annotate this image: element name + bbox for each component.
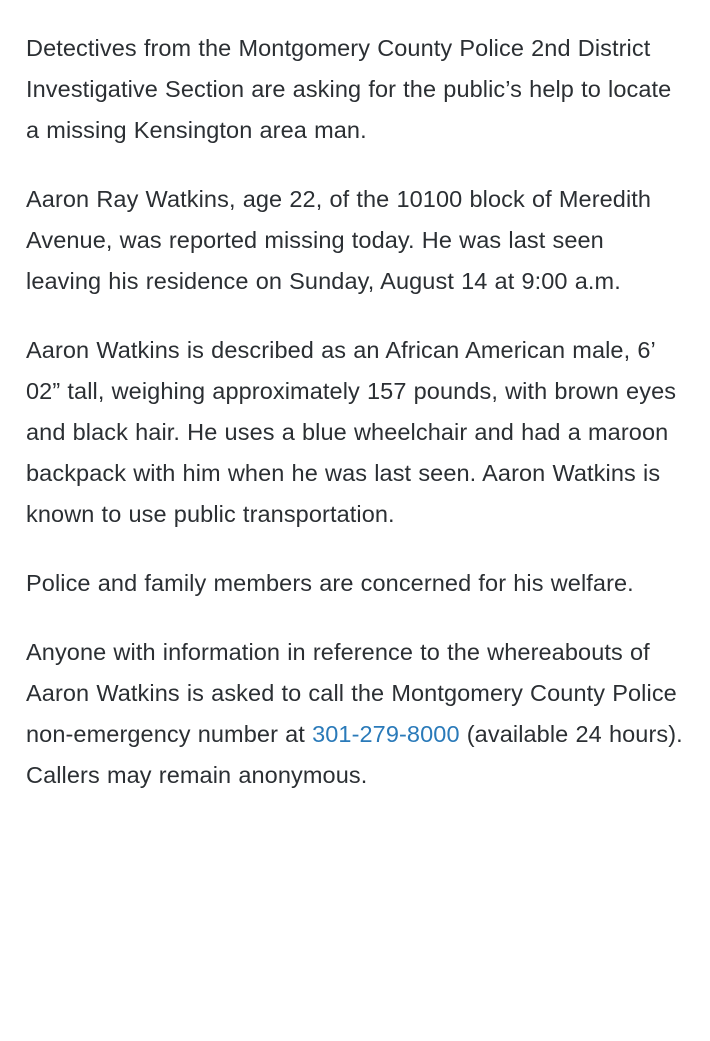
contact-text-before-phone: Anyone with information in reference to the whereabouts of Aaron Watkins is asked to call the Montgomery County Police non-emergency number at xyxy=(26,639,677,747)
contact-text-after-phone: (available 24 hours). Callers may remain anonymous. xyxy=(26,721,683,788)
phone-number-link[interactable]: 301-279-8000 xyxy=(312,721,460,747)
paragraph-welfare-concern: Police and family members are concerned for his welfare. xyxy=(26,570,634,596)
paragraph-physical-description: Aaron Watkins is described as an African American male, 6’ 02” tall, weighing approximately 157 pounds, with brown eyes and black hair. He uses a blue wheelchair and had a maroon backpack with him when he was last seen. Aaron Watkins is known to use public transportation. xyxy=(26,337,677,527)
paragraph-contact-info xyxy=(26,632,686,796)
paragraph-intro: Detectives from the Montgomery County Police 2nd District Investigative Section are asking for the public’s help to locate a missing Kensington area man. xyxy=(26,35,672,143)
paragraph-missing-person-details: Aaron Ray Watkins, age 22, of the 10100 block of Meredith Avenue, was reported missing today. He was last seen leaving his residence on Sunday, August 14 at 9:00 a.m. xyxy=(26,186,652,294)
